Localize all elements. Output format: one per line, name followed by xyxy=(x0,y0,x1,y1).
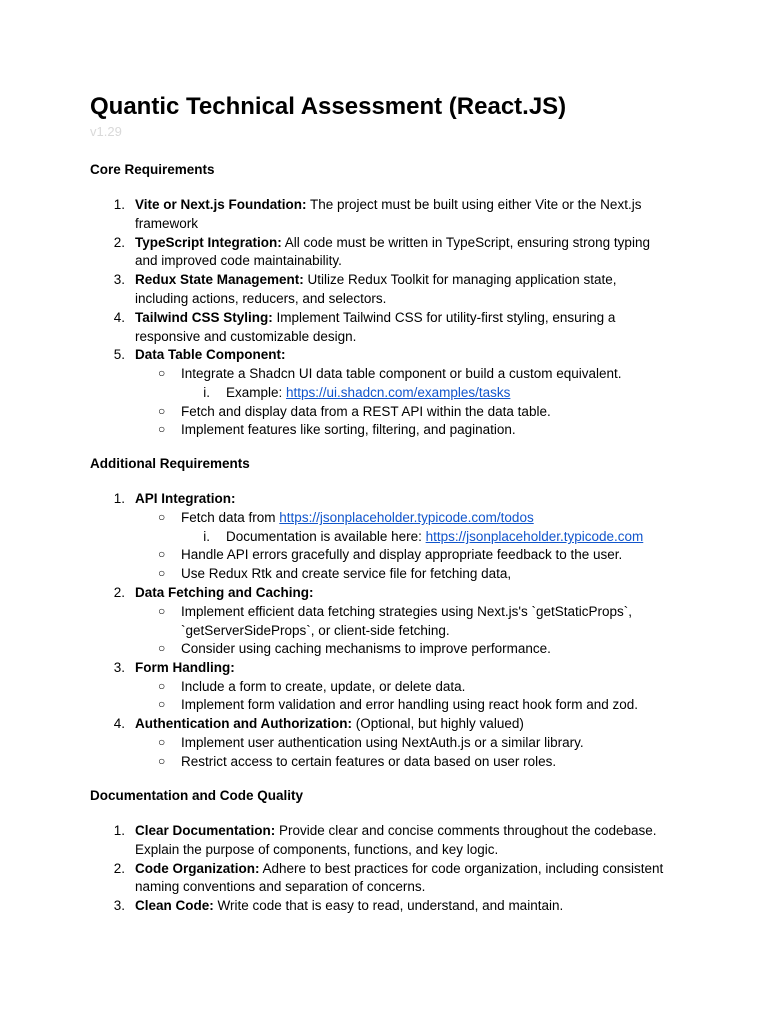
bullet-icon: ○ xyxy=(158,510,166,524)
jsonplaceholder-docs-link[interactable]: https://jsonplaceholder.typicode.com xyxy=(425,529,644,544)
sub-item-text: Fetch and display data from a REST API within the data table. xyxy=(181,404,551,419)
sub-item-text-cont: `getServerSideProps`, or client-side fetching. xyxy=(181,623,450,638)
item-title: Redux State Management: xyxy=(135,272,304,287)
item-text: Implement Tailwind CSS for utility-first styling, ensuring a xyxy=(272,310,616,325)
list-number: 3. xyxy=(113,660,125,675)
todos-api-link[interactable]: https://jsonplaceholder.typicode.com/todos xyxy=(279,510,534,525)
item-text: Write code that is easy to read, understand, and maintain. xyxy=(213,898,564,913)
sub-item-text: Consider using caching mechanisms to improve performance. xyxy=(181,641,551,656)
roman-number: i. xyxy=(203,385,210,400)
list-number: 2. xyxy=(113,585,125,600)
item-text: Utilize Redux Toolkit for managing application state, xyxy=(303,272,617,287)
sub-item-text: Integrate a Shadcn UI data table component or build a custom equivalent. xyxy=(181,366,622,381)
sub-item-text: Handle API errors gracefully and display appropriate feedback to the user. xyxy=(181,547,623,562)
sub-item-text: Use Redux Rtk and create service file for fetching data, xyxy=(181,566,512,581)
list-number: 1. xyxy=(113,823,125,838)
bullet-icon: ○ xyxy=(158,366,166,380)
list-number: 3. xyxy=(113,272,125,287)
item-title: TypeScript Integration: xyxy=(135,235,282,250)
item-title: Code Organization: xyxy=(135,861,260,876)
roman-number: i. xyxy=(203,529,210,544)
item-text-cont: naming conventions and separation of concerns. xyxy=(135,879,426,894)
bullet-icon: ○ xyxy=(158,566,166,580)
sub-item-text: Implement features like sorting, filtering, and pagination. xyxy=(181,422,516,437)
item-text: The project must be built using either Vite or the Next.js xyxy=(306,197,642,212)
core-requirements-heading: Core Requirements xyxy=(90,162,215,177)
item-title: Data Table Component: xyxy=(135,347,286,362)
sub-item-text: Restrict access to certain features or data based on user roles. xyxy=(181,754,557,769)
bullet-icon: ○ xyxy=(158,754,166,768)
item-title: Clean Code: xyxy=(135,898,214,913)
item-text: Adhere to best practices for code organization, including consistent xyxy=(259,861,664,876)
bullet-icon: ○ xyxy=(158,697,166,711)
sub-item-text: Fetch data from xyxy=(181,510,280,525)
item-text: Provide clear and concise comments throughout the codebase. xyxy=(275,823,657,838)
bullet-icon: ○ xyxy=(158,547,166,561)
item-title: Form Handling: xyxy=(135,660,235,675)
list-number: 2. xyxy=(113,235,125,250)
example-label: Example: xyxy=(226,385,287,400)
item-title: Authentication and Authorization: xyxy=(135,716,352,731)
list-number: 1. xyxy=(113,491,125,506)
item-text-cont: and improved code maintainability. xyxy=(135,253,342,268)
shadcn-example-link[interactable]: https://ui.shadcn.com/examples/tasks xyxy=(286,385,511,400)
item-title: Vite or Next.js Foundation: xyxy=(135,197,307,212)
item-text-cont: including actions, reducers, and selectors. xyxy=(135,291,387,306)
bullet-icon: ○ xyxy=(158,604,166,618)
bullet-icon: ○ xyxy=(158,735,166,749)
sub-item-text: Implement efficient data fetching strategies using Next.js's `getStaticProps`, xyxy=(181,604,633,619)
sub-item-text: Include a form to create, update, or delete data. xyxy=(181,679,466,694)
item-title: Data Fetching and Caching: xyxy=(135,585,314,600)
page-title: Quantic Technical Assessment (React.JS) xyxy=(90,93,567,120)
doc-text: Documentation is available here: xyxy=(226,529,426,544)
list-number: 5. xyxy=(113,347,125,362)
item-text: (Optional, but highly valued) xyxy=(351,716,524,731)
documentation-heading: Documentation and Code Quality xyxy=(90,788,304,803)
list-number: 4. xyxy=(113,716,125,731)
list-number: 2. xyxy=(113,861,125,876)
list-number: 3. xyxy=(113,898,125,913)
additional-requirements-heading: Additional Requirements xyxy=(90,456,250,471)
item-title: Tailwind CSS Styling: xyxy=(135,310,273,325)
item-text: All code must be written in TypeScript, ensuring strong typing xyxy=(281,235,650,250)
item-text-cont: responsive and customizable design. xyxy=(135,329,357,344)
bullet-icon: ○ xyxy=(158,404,166,418)
sub-item-text: Implement user authentication using NextAuth.js or a similar library. xyxy=(181,735,584,750)
list-number: 1. xyxy=(113,197,125,212)
bullet-icon: ○ xyxy=(158,422,166,436)
bullet-icon: ○ xyxy=(158,641,166,655)
bullet-icon: ○ xyxy=(158,679,166,693)
item-title: API Integration: xyxy=(135,491,236,506)
item-text-cont: framework xyxy=(135,216,199,231)
list-number: 4. xyxy=(113,310,125,325)
item-text-cont: Explain the purpose of components, functions, and key logic. xyxy=(135,842,499,857)
sub-item-text: Implement form validation and error handling using react hook form and zod. xyxy=(181,697,638,712)
item-title: Clear Documentation: xyxy=(135,823,276,838)
version-label: v1.29 xyxy=(90,124,122,139)
